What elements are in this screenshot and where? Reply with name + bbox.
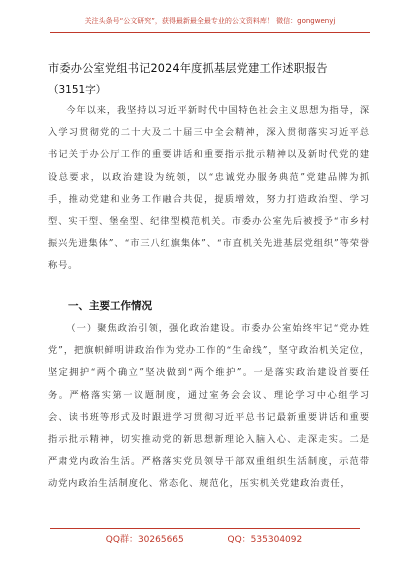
footer-divider: [50, 528, 360, 529]
section-paragraph-block: [48, 318, 370, 496]
intro-paragraph-block: [48, 100, 370, 278]
paragraph-2: （一）聚焦政治引领，强化政治建设。市委办公室始终牢记“党办姓党”，把旗帜鲜明讲政治作为党办工作的“生命线”，坚守政治机关定位，坚定拥护“两个确立”坚决做到“两个维护”。一是落实政治建设首要任务。严格落实第一议题制度，通过室务会会议、理论学习中心组学习会、读书班等形式及时跟进学习贯彻习近平总书记最新重要讲话和重要指示批示精神，切实推动党的新思想新理论入脑入心、走深走实。二是严肃党内政治生活。严格落实党员领导干部双重组织生活制度，示范带动党内政治生活制度化、常态化、规范化，压实机关党建政治责任，: [48, 323, 370, 490]
section-heading: 一、主要工作情况: [68, 300, 152, 312]
word-count: （3151字）: [48, 84, 107, 96]
footer-qq-group: QQ群：30265665: [105, 535, 184, 545]
document-title: 市委办公室党组书记2024年度抓基层党建工作述职报告: [48, 62, 328, 75]
footer: [0, 532, 408, 545]
paragraph-1: 今年以来，我坚持以习近平新时代中国特色社会主义思想为指导，深入学习贯彻党的二十大及二十届三中全会精神，深入贯彻落实习近平总书记关于办公厅工作的重要讲话和重要指示批示精神以及新时代党的建设总要求，以政治建设为统领，以“忠诚党办服务典范”党建品牌为抓手，推动党建和业务工作融合共促，提质增效，努力打造政治型、学习型、实干型、堡垒型、纪律型模范机关。市委办公室先后被授予“市乡村振兴先进集体”、“市三八红旗集体”、“市直机关先进基层党组织”等荣誉称号。: [48, 105, 370, 272]
header-banner: 关注头条号“公文研究”，获得最新最全最专业的公文资料库！ 微信：gongwenyj: [50, 16, 370, 33]
footer-qq-contact: QQ：535304092: [227, 535, 303, 545]
